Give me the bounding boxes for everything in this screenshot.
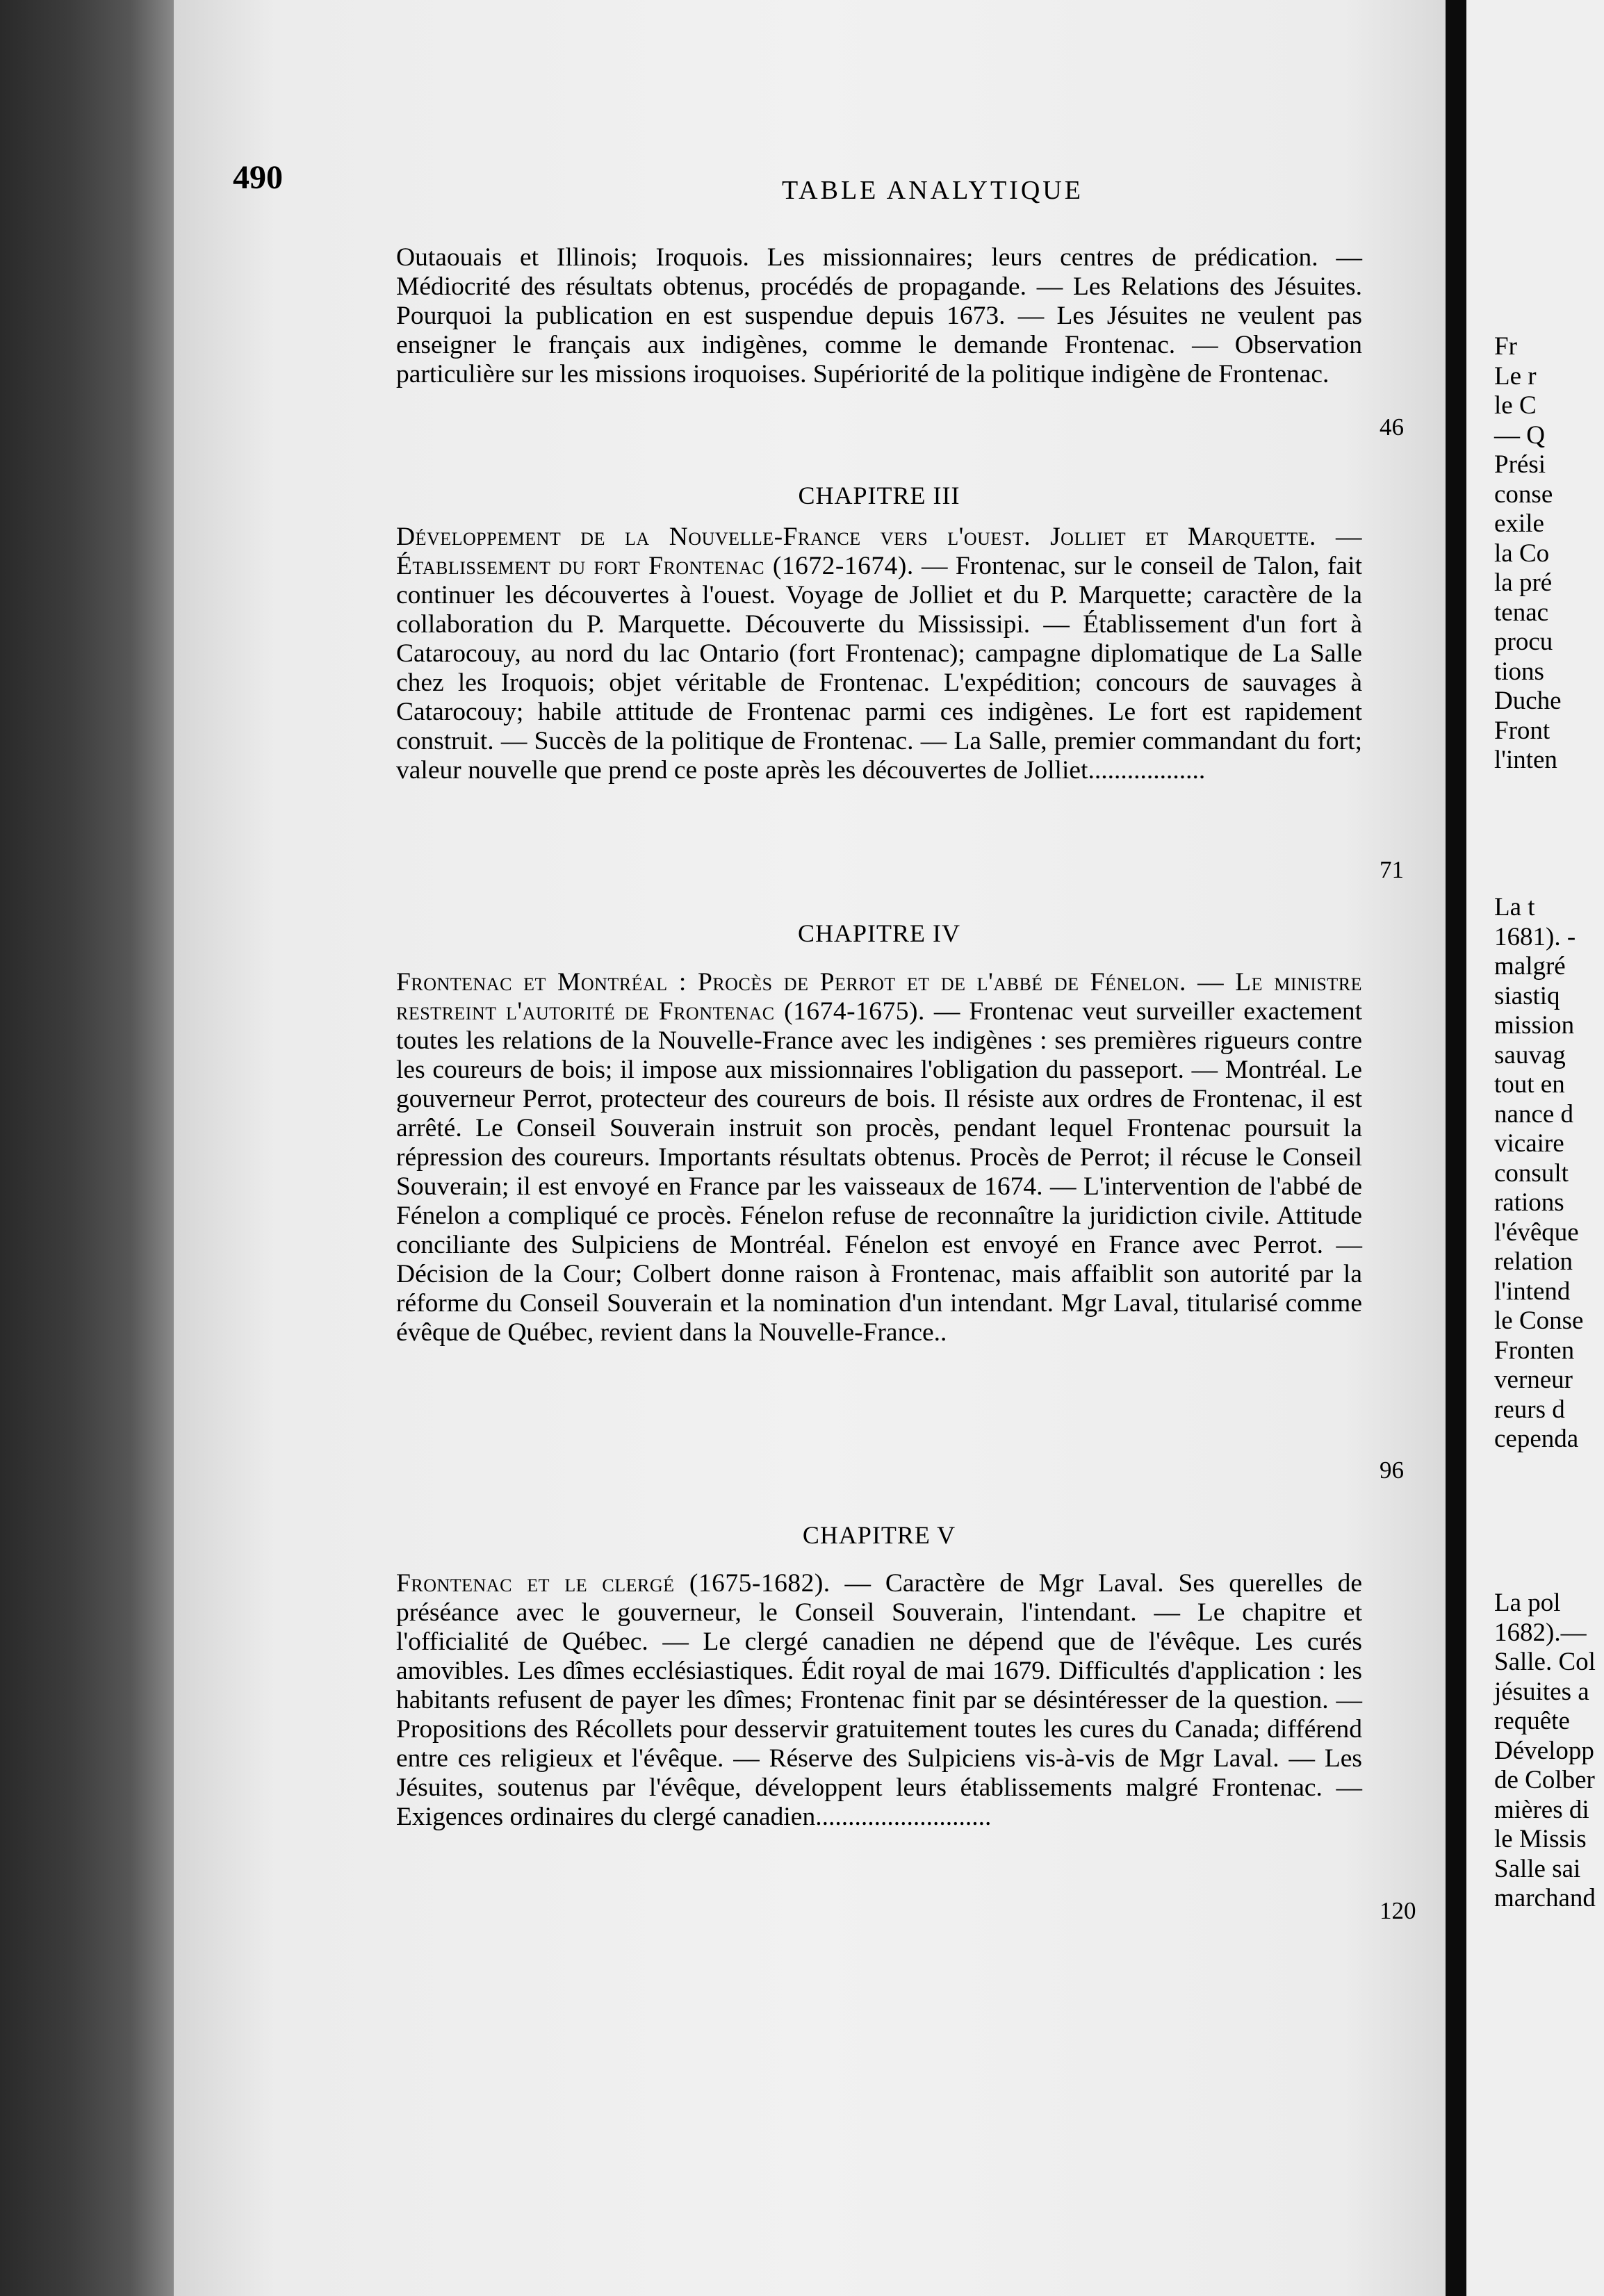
- facing-page-line: — Q: [1494, 420, 1545, 450]
- page-gutter: [1446, 0, 1466, 2296]
- facing-page-line: Salle. Col: [1494, 1648, 1596, 1676]
- facing-page-line: l'inten: [1494, 746, 1557, 774]
- page-reference: 96: [1380, 1457, 1404, 1484]
- facing-page-line: reurs d: [1494, 1395, 1565, 1424]
- chapter-lead: Frontenac et le clergé (1675-1682).: [396, 1569, 830, 1598]
- facing-page-line: exile: [1494, 509, 1544, 538]
- page-reference: 120: [1380, 1897, 1416, 1924]
- facing-page-lines: [1494, 1589, 1596, 1914]
- facing-page-line: le C: [1494, 391, 1537, 420]
- page-number: 490: [233, 159, 283, 196]
- facing-page-line: la pré: [1494, 568, 1553, 597]
- facing-page-line: jésuites a: [1494, 1677, 1589, 1706]
- chapter-text: — Frontenac, sur le conseil de Talon, fait continuer les découvertes à l'ouest. Voyage de Jolliet et du P. Marquette; caractère de la collaboration du P. Marquette. Découverte du Mississipi. — Établissement d'un fort à Catarocouy, au nord du lac Ontario (fort Frontenac); campagne diplomatique de La Salle chez les Iroquois; objet véritable de Frontenac. L'expédition; concours de sauvages à Catarocouy; habile attitude de Frontenac parmi ces indigènes. Le fort est rapidement construit. — Succès de la politique de Frontenac. — La Salle, premier commandant du fort; valeur nouvelle que prend ce poste après les découvertes de Jolliet..................: [396, 552, 1362, 785]
- facing-page-line: requête: [1494, 1707, 1570, 1735]
- paragraph-text: Outaouais et Illinois; Iroquois. Les missionnaires; leurs centres de prédication. — Médiocrité des résultats obtenus, procédés de propagande. — Les Relations des Jésuites. Pourquoi la publication en est suspendue depuis 1673. — Les Jésuites ne veulent pas enseigner le français aux indigènes, comme le demande Frontenac. — Observation particulière sur les missions iroquoises. Supériorité de la politique indigène de Frontenac.: [396, 243, 1362, 388]
- facing-page-line: mières di: [1494, 1795, 1589, 1824]
- chapter-text: — Frontenac veut surveiller exactement toutes les relations de la Nouvelle-France avec les indigènes : ses premières rigueurs contre les coureurs de bois; il impose aux missionnaires l'obligation du passeport. — Montréal. Le gouverneur Perrot, protecteur des coureurs de bois. Il résiste aux ordres de Frontenac, il est arrêté. Le Conseil Souverain instruit son procès, pendant lequel Frontenac poursuit la répression des coureurs. Importants résultats obtenus. Procès de Perrot; il récuse le Conseil Souverain; il est envoyé en France par les vaisseaux de 1674. — L'intervention de l'abbé de Fénelon a compliqué ce procès. Fénelon refuse de reconnaître la juridiction civile. Attitude conciliante des Sulpiciens de Montréal. Fénelon est envoyé en France avec Perrot. — Décision de la Cour; Colbert donne raison à Frontenac, mais affaiblit son autorité par la réforme du Conseil Souverain et la nomination d'un intendant. Mgr Laval, titularisé comme évêque de Québec, revient dans la Nouvelle-France..: [396, 997, 1363, 1347]
- facing-page-line: procu: [1494, 628, 1553, 656]
- running-head: TABLE ANALYTIQUE: [782, 176, 1083, 205]
- facing-page-line: verneur: [1494, 1366, 1573, 1394]
- facing-page-line: 1681). -: [1494, 922, 1576, 951]
- facing-page-line: Le r: [1494, 361, 1537, 391]
- facing-page-line: La t: [1494, 893, 1535, 921]
- chapter-heading: CHAPITRE V: [802, 1521, 956, 1549]
- facing-page-line: malgré: [1494, 952, 1566, 981]
- facing-page-line: mission: [1494, 1011, 1575, 1040]
- facing-page-line: marchand: [1494, 1884, 1596, 1912]
- chapter-text: — Caractère de Mgr Laval. Ses querelles de préséance avec le gouverneur, le Conseil Souverain, l'intendant. — Le chapitre et l'officialité de Québec. — Le clergé canadien ne dépend que de l'évêque. Les curés amovibles. Les dîmes ecclésiastiques. Édit royal de mai 1679. Difficultés d'application : les habitants refusent de payer les dîmes; Frontenac finit par se désintéresser de la question. — Propositions des Récollets pour desservir gratuitement toutes les cures du Canada; différend entre ces religieux et l'évêque. — Réserve des Sulpiciens vis-à-vis de Mgr Laval. — Les Jésuites, soutenus par l'évêque, développent leurs établissements malgré Frontenac. — Exigences ordinaires du clergé canadien...........................: [396, 1569, 1362, 1831]
- chapter-heading: CHAPITRE III: [798, 482, 960, 509]
- facing-page-lines: [1494, 893, 1583, 1454]
- facing-page-lines: [1494, 332, 1562, 776]
- facing-page-line: l'évêque: [1494, 1217, 1579, 1247]
- facing-page-line: nance d: [1494, 1099, 1574, 1129]
- facing-page-line: Front: [1494, 716, 1550, 745]
- chapter-lead: Développement de la Nouvelle-France vers l'ouest. Jolliet et Marquette. — Établissement du fort Frontenac (1672-1674).: [396, 523, 1362, 580]
- facing-page-line: conse: [1494, 479, 1553, 509]
- facing-page-line: l'intend: [1494, 1277, 1571, 1306]
- facing-page-line: tout en: [1494, 1070, 1565, 1099]
- page-reference: 71: [1380, 856, 1404, 883]
- page-reference: 46: [1380, 413, 1404, 441]
- facing-page-line: Développ: [1494, 1736, 1594, 1765]
- facing-page-line: de Colber: [1494, 1766, 1595, 1794]
- facing-page-line: consult: [1494, 1158, 1569, 1188]
- facing-page-line: tions: [1494, 657, 1544, 686]
- facing-page-line: Prési: [1494, 450, 1546, 479]
- facing-page-line: Salle sai: [1494, 1854, 1581, 1883]
- chapter-heading: CHAPITRE IV: [798, 919, 960, 947]
- chapter-summary: [396, 523, 1362, 785]
- facing-page-line: Fr: [1494, 332, 1517, 361]
- facing-page-line: 1682).—: [1494, 1618, 1587, 1647]
- facing-page-line: le Conse: [1494, 1306, 1584, 1335]
- facing-page-line: siastiq: [1494, 981, 1560, 1010]
- facing-page-line: Fronten: [1494, 1336, 1575, 1365]
- paragraph-continuation: [396, 243, 1362, 389]
- facing-page-line: Duche: [1494, 687, 1562, 715]
- facing-page-line: relation: [1494, 1247, 1573, 1276]
- facing-page-line: La pol: [1494, 1589, 1561, 1617]
- facing-page-line: la Co: [1494, 539, 1550, 568]
- facing-page-line: vicaire: [1494, 1129, 1564, 1158]
- facing-page-line: tenac: [1494, 598, 1549, 627]
- facing-page-line: sauvag: [1494, 1040, 1566, 1069]
- facing-page-line: rations: [1494, 1188, 1564, 1217]
- book-spine-shadow: [0, 0, 174, 2296]
- facing-page-line: cependa: [1494, 1425, 1579, 1453]
- facing-page-line: le Missis: [1494, 1825, 1587, 1853]
- chapter-summary: [396, 1569, 1362, 1832]
- chapter-summary: [396, 968, 1362, 1347]
- chapter-lead: Frontenac et Montréal : Procès de Perrot et de l'abbé de Fénelon. — Le ministre restreint l'autorité de Frontenac (1674-1675).: [396, 968, 1362, 1026]
